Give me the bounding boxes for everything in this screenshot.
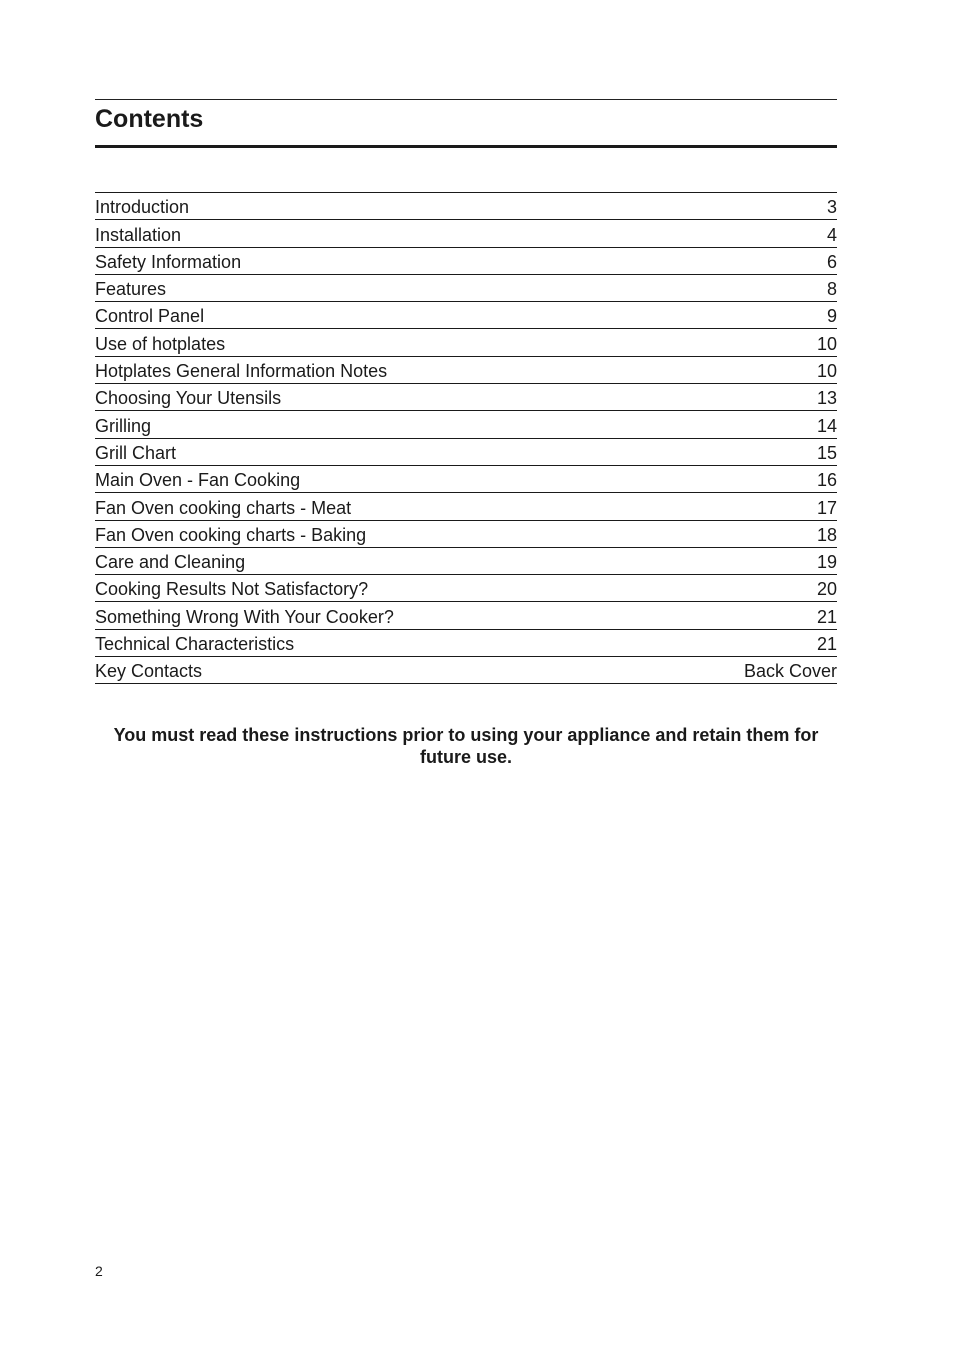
toc-entry <box>95 411 837 438</box>
toc-entry-title: Introduction <box>95 197 190 218</box>
toc-entry-page: 14 <box>816 415 837 436</box>
toc-entry-page: 6 <box>826 251 837 272</box>
toc-entry-page: 17 <box>816 497 837 518</box>
toc-entry-page: 13 <box>816 388 837 409</box>
toc-entry-title: Installation <box>95 224 182 245</box>
toc-entry <box>95 384 837 411</box>
toc-entry-title: Main Oven - Fan Cooking <box>95 470 301 491</box>
page-title: Contents <box>95 105 204 133</box>
toc-entry-page: 4 <box>826 224 837 245</box>
toc-entry-page: 21 <box>816 634 837 655</box>
toc-entry <box>95 439 837 466</box>
toc-entry-title: Something Wrong With Your Cooker? <box>95 606 394 627</box>
toc-entry-title: Cooking Results Not Satisfactory? <box>95 579 369 600</box>
toc-entry <box>95 630 837 657</box>
toc-entry-page: Back Cover <box>743 661 837 682</box>
toc-entry-title: Fan Oven cooking charts - Meat <box>95 497 352 518</box>
table-of-contents <box>95 192 837 684</box>
page-number: 2 <box>95 1263 103 1279</box>
toc-entry-title: Grilling <box>95 415 152 436</box>
toc-entry <box>95 248 837 275</box>
toc-entry-title: Key Contacts <box>95 661 203 682</box>
title-top-rule <box>95 99 837 100</box>
toc-entry <box>95 329 837 356</box>
toc-entry-title: Fan Oven cooking charts - Baking <box>95 524 367 545</box>
toc-entry-page: 3 <box>826 197 837 218</box>
toc-entry-page: 19 <box>816 552 837 573</box>
toc-entry <box>95 275 837 302</box>
toc-entry-page: 8 <box>826 279 837 300</box>
toc-entry <box>95 602 837 629</box>
toc-entry <box>95 193 837 220</box>
contents-page <box>95 0 837 1351</box>
toc-entry-page: 18 <box>816 524 837 545</box>
toc-entry <box>95 548 837 575</box>
toc-entry <box>95 575 837 602</box>
toc-entry <box>95 302 837 329</box>
instructions-notice: You must read these instructions prior to using your appliance and retain them for future use. <box>113 725 819 767</box>
toc-entry <box>95 357 837 384</box>
toc-entry-title: Features <box>95 279 167 300</box>
toc-entry-title: Use of hotplates <box>95 333 226 354</box>
toc-entry-page: 20 <box>816 579 837 600</box>
toc-entry-page: 21 <box>816 606 837 627</box>
toc-entry-title: Control Panel <box>95 306 205 327</box>
toc-entry-title: Care and Cleaning <box>95 552 246 573</box>
toc-entry-page: 15 <box>816 442 837 463</box>
toc-entry <box>95 493 837 520</box>
title-bottom-rule <box>95 145 837 148</box>
toc-entry-page: 16 <box>816 470 837 491</box>
toc-entry-title: Choosing Your Utensils <box>95 388 282 409</box>
toc-entry-page: 9 <box>826 306 837 327</box>
toc-entry-page: 10 <box>816 333 837 354</box>
toc-entry <box>95 220 837 247</box>
toc-entry <box>95 657 837 684</box>
toc-entry <box>95 466 837 493</box>
toc-entry <box>95 521 837 548</box>
toc-entry-title: Hotplates General Information Notes <box>95 361 388 382</box>
toc-entry-title: Technical Characteristics <box>95 634 295 655</box>
toc-entry-page: 10 <box>816 361 837 382</box>
toc-entry-title: Grill Chart <box>95 442 177 463</box>
toc-entry-title: Safety Information <box>95 251 242 272</box>
